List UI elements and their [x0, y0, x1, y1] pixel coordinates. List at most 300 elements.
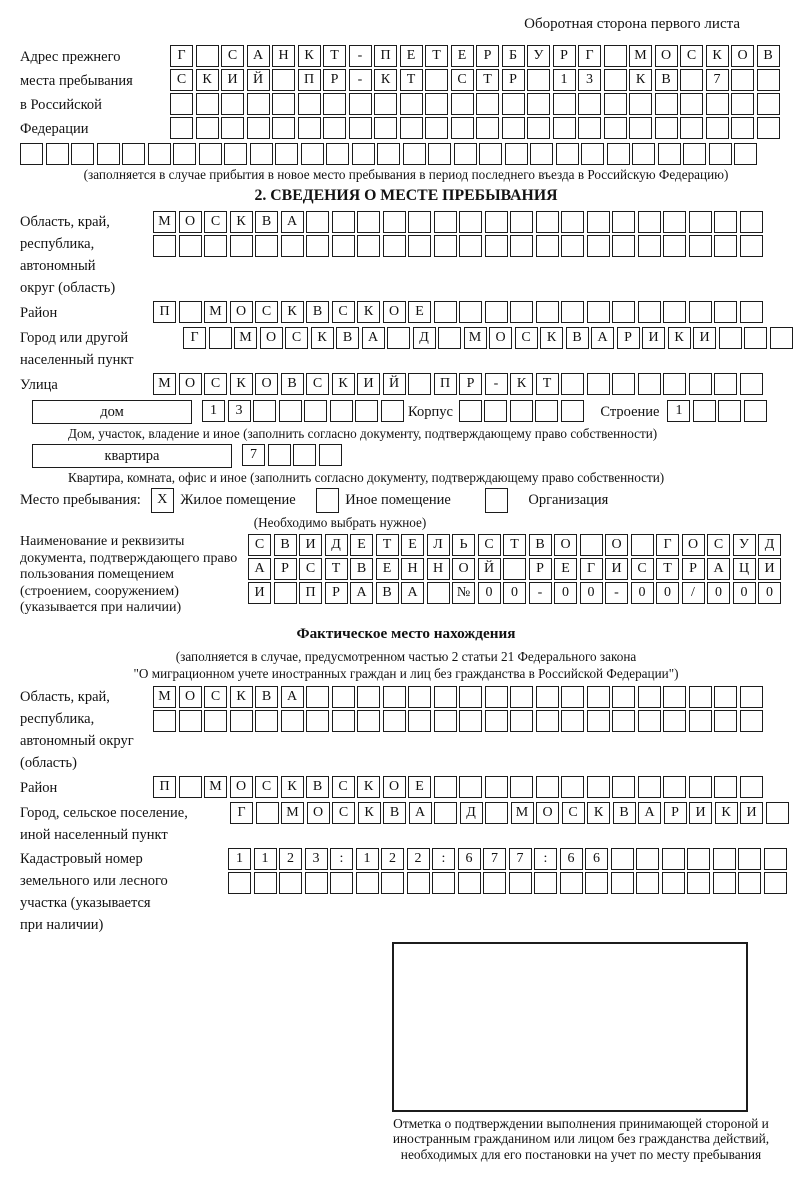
cadastral-row-2	[228, 872, 789, 894]
char-box	[536, 235, 559, 257]
char-box	[434, 710, 457, 732]
cadastral-label-line: участка (указывается	[20, 894, 151, 911]
char-box	[611, 872, 634, 894]
char-box: Н	[427, 558, 450, 580]
char-box	[556, 143, 579, 165]
char-box: Г	[230, 802, 253, 824]
char-box	[510, 710, 533, 732]
char-box: П	[298, 69, 321, 91]
char-box	[611, 848, 634, 870]
char-box	[636, 848, 659, 870]
char-box: -	[349, 69, 372, 91]
char-box	[738, 848, 761, 870]
region-rows	[153, 211, 765, 259]
char-box: 0	[478, 582, 501, 604]
char-box	[326, 143, 349, 165]
house-block	[20, 400, 792, 424]
char-box	[247, 93, 270, 115]
stay-place-label: Место пребывания:	[20, 492, 141, 508]
char-box	[387, 327, 410, 349]
char-box: К	[374, 69, 397, 91]
char-box: Т	[400, 69, 423, 91]
char-box	[374, 93, 397, 115]
char-box: О	[605, 534, 628, 556]
char-box	[349, 93, 372, 115]
char-box	[663, 301, 686, 323]
char-box: Г	[578, 45, 601, 67]
char-box	[451, 93, 474, 115]
option-organization-label: Организация	[528, 492, 609, 508]
char-box: Р	[325, 582, 348, 604]
char-box: М	[629, 45, 652, 67]
char-box: Й	[478, 558, 501, 580]
char-box: И	[740, 802, 763, 824]
char-box	[400, 117, 423, 139]
char-box: С	[204, 686, 227, 708]
char-box	[587, 301, 610, 323]
cadastral-rows	[228, 848, 789, 896]
char-box	[170, 117, 193, 139]
char-box	[485, 710, 508, 732]
char-box: Г	[656, 534, 679, 556]
document-label: Наименование и реквизиты документа, подтверждающего право пользования помещением (строением, сооружением) (указывается при наличии)	[20, 534, 238, 615]
char-box: Н	[272, 45, 295, 67]
char-box	[680, 117, 703, 139]
char-box: Р	[553, 45, 576, 67]
char-box	[731, 117, 754, 139]
char-box: С	[255, 776, 278, 798]
char-box: К	[587, 802, 610, 824]
char-box	[306, 235, 329, 257]
char-box: 7	[483, 848, 506, 870]
char-box	[330, 400, 353, 422]
char-box	[330, 872, 353, 894]
apartment-row	[242, 444, 344, 466]
char-box	[604, 69, 627, 91]
char-box	[434, 776, 457, 798]
char-box: Т	[476, 69, 499, 91]
char-box: А	[281, 686, 304, 708]
document-rows	[248, 534, 784, 606]
char-box: С	[248, 534, 271, 556]
char-box	[638, 710, 661, 732]
section2-title: 2. СВЕДЕНИЯ О МЕСТЕ ПРЕБЫВАНИЯ	[254, 187, 558, 204]
char-box	[230, 235, 253, 257]
char-box	[734, 143, 757, 165]
cadastral-block	[20, 848, 792, 936]
char-box	[663, 373, 686, 395]
char-box	[629, 117, 652, 139]
char-box	[655, 93, 678, 115]
char-box: :	[330, 848, 353, 870]
char-box	[179, 235, 202, 257]
char-box: В	[350, 558, 373, 580]
char-box	[196, 117, 219, 139]
actual-district-block	[20, 776, 792, 800]
char-box: -	[529, 582, 552, 604]
char-box: А	[401, 582, 424, 604]
char-box	[689, 211, 712, 233]
cadastral-label-line: Кадастровый номер	[20, 850, 143, 867]
char-box: О	[682, 534, 705, 556]
char-box: В	[383, 802, 406, 824]
char-box: К	[281, 776, 304, 798]
region-row-2	[153, 235, 765, 257]
char-box	[332, 235, 355, 257]
char-box: М	[281, 802, 304, 824]
char-box: С	[285, 327, 308, 349]
char-box: М	[204, 776, 227, 798]
char-box	[408, 686, 431, 708]
char-box: В	[757, 45, 780, 67]
char-box: Е	[401, 534, 424, 556]
district-row	[153, 301, 765, 323]
char-box: Д	[325, 534, 348, 556]
char-box	[434, 301, 457, 323]
char-box	[485, 235, 508, 257]
char-box: В	[255, 686, 278, 708]
char-box	[357, 211, 380, 233]
char-box: С	[515, 327, 538, 349]
char-box: М	[464, 327, 487, 349]
char-box: Е	[408, 776, 431, 798]
char-box	[425, 117, 448, 139]
char-box	[689, 235, 712, 257]
char-box: Т	[325, 558, 348, 580]
char-box	[432, 872, 455, 894]
korpus-row	[459, 400, 587, 422]
char-box	[357, 686, 380, 708]
char-box	[764, 848, 787, 870]
char-box: С	[332, 776, 355, 798]
char-box	[604, 93, 627, 115]
char-box	[306, 710, 329, 732]
char-box	[510, 211, 533, 233]
document-row-3	[248, 582, 784, 604]
char-box	[434, 211, 457, 233]
char-box	[319, 444, 342, 466]
char-box: -	[349, 45, 372, 67]
char-box: В	[255, 211, 278, 233]
char-box	[454, 143, 477, 165]
char-box	[458, 872, 481, 894]
char-box	[272, 93, 295, 115]
char-box	[427, 582, 450, 604]
char-box	[680, 69, 703, 91]
char-box	[693, 400, 716, 422]
char-box: 0	[580, 582, 603, 604]
char-box: А	[362, 327, 385, 349]
char-box	[612, 776, 635, 798]
apartment-note: Квартира, комната, офис и иное (заполнить согласно документу, подтверждающему право собственности)	[68, 470, 665, 485]
prev-address-rows	[170, 45, 782, 141]
char-box	[485, 686, 508, 708]
char-box: П	[434, 373, 457, 395]
prev-address-row-full	[20, 143, 792, 165]
stroenie-label: Строение	[600, 404, 660, 420]
char-box	[680, 93, 703, 115]
char-box: В	[566, 327, 589, 349]
char-box	[663, 235, 686, 257]
region-label-line: Область, край,	[20, 214, 110, 230]
char-box	[638, 301, 661, 323]
char-box	[740, 710, 763, 732]
char-box: У	[733, 534, 756, 556]
street-row	[153, 373, 765, 395]
char-box	[298, 93, 321, 115]
char-box	[553, 93, 576, 115]
char-box	[612, 686, 635, 708]
char-box	[253, 400, 276, 422]
actual-region-rows	[153, 686, 765, 734]
char-box	[744, 400, 767, 422]
char-box: П	[374, 45, 397, 67]
region-label	[20, 211, 153, 299]
prev-address-row-4	[170, 117, 782, 139]
option-other-premises-label: Иное помещение	[345, 492, 451, 508]
char-box: Р	[682, 558, 705, 580]
char-box	[612, 710, 635, 732]
char-box	[505, 143, 528, 165]
char-box: О	[536, 802, 559, 824]
char-box: О	[179, 686, 202, 708]
char-box	[484, 400, 507, 422]
actual-city-block	[20, 802, 792, 846]
char-box: А	[591, 327, 614, 349]
district-label	[20, 301, 153, 325]
char-box	[553, 117, 576, 139]
street-block	[20, 373, 792, 397]
char-box	[279, 400, 302, 422]
char-box	[587, 776, 610, 798]
house-number-row	[202, 400, 406, 422]
char-box	[356, 872, 379, 894]
char-box	[587, 710, 610, 732]
actual-region-label-line: автономный округ	[20, 732, 134, 749]
char-box	[485, 776, 508, 798]
char-box	[170, 93, 193, 115]
char-box: 1	[356, 848, 379, 870]
char-box	[476, 93, 499, 115]
char-box: 6	[560, 848, 583, 870]
checkbox-residential: X	[151, 488, 174, 513]
document-block	[20, 534, 792, 617]
char-box	[604, 117, 627, 139]
char-box	[689, 301, 712, 323]
char-box	[638, 373, 661, 395]
char-box: В	[306, 301, 329, 323]
char-box: 0	[503, 582, 526, 604]
char-box	[740, 235, 763, 257]
char-box: А	[248, 558, 271, 580]
actual-region-label-line: (область)	[20, 754, 77, 771]
char-box: С	[306, 373, 329, 395]
char-box	[323, 93, 346, 115]
char-box	[255, 710, 278, 732]
char-box: С	[631, 558, 654, 580]
char-box	[687, 848, 710, 870]
char-box: В	[281, 373, 304, 395]
char-box	[408, 235, 431, 257]
char-box	[332, 710, 355, 732]
char-box	[578, 117, 601, 139]
char-box: И	[689, 802, 712, 824]
char-box	[770, 327, 793, 349]
char-box	[527, 93, 550, 115]
char-box	[403, 143, 426, 165]
char-box: Д	[413, 327, 436, 349]
char-box	[714, 686, 737, 708]
char-box	[459, 211, 482, 233]
char-box	[607, 143, 630, 165]
char-box	[510, 686, 533, 708]
char-box	[561, 373, 584, 395]
char-box	[612, 235, 635, 257]
char-box	[561, 400, 584, 422]
char-box	[306, 211, 329, 233]
char-box	[585, 872, 608, 894]
char-box: О	[255, 373, 278, 395]
char-box	[663, 211, 686, 233]
char-box: Г	[170, 45, 193, 67]
district-block	[20, 301, 792, 325]
char-box: -	[605, 582, 628, 604]
char-box: К	[629, 69, 652, 91]
char-box: Ц	[733, 558, 756, 580]
korpus-label: Корпус	[408, 404, 453, 420]
char-box	[757, 117, 780, 139]
char-box	[587, 211, 610, 233]
char-box	[425, 69, 448, 91]
char-box	[718, 400, 741, 422]
char-box	[293, 444, 316, 466]
char-box: 6	[458, 848, 481, 870]
stay-place-block	[20, 488, 792, 513]
char-box: Т	[536, 373, 559, 395]
char-box: О	[383, 776, 406, 798]
char-box: А	[409, 802, 432, 824]
char-box	[604, 45, 627, 67]
char-box	[560, 872, 583, 894]
char-box	[408, 373, 431, 395]
actual-location-title: Фактическое место нахождения	[296, 624, 516, 642]
registration-stamp-box	[392, 942, 748, 1112]
document-row-2	[248, 558, 784, 580]
char-box	[764, 872, 787, 894]
char-box: 1	[553, 69, 576, 91]
stay-place-note: (Необходимо выбрать нужное)	[253, 515, 427, 530]
char-box: Т	[425, 45, 448, 67]
char-box	[408, 710, 431, 732]
char-box: В	[306, 776, 329, 798]
char-box	[459, 400, 482, 422]
char-box: К	[281, 301, 304, 323]
char-box: И	[357, 373, 380, 395]
char-box: О	[230, 301, 253, 323]
char-box	[485, 211, 508, 233]
char-box	[536, 776, 559, 798]
char-box: К	[540, 327, 563, 349]
char-box: Е	[400, 45, 423, 67]
char-box	[714, 211, 737, 233]
actual-city-label-line: иной населенный пункт	[20, 826, 168, 843]
char-box	[663, 686, 686, 708]
char-box	[374, 117, 397, 139]
district-label-text: Район	[20, 305, 58, 321]
char-box	[587, 686, 610, 708]
char-box	[561, 710, 584, 732]
char-box	[731, 93, 754, 115]
char-box: Е	[554, 558, 577, 580]
prev-address-label-line: Адрес прежнего	[20, 49, 121, 65]
char-box: А	[707, 558, 730, 580]
char-box	[731, 69, 754, 91]
char-box: М	[153, 373, 176, 395]
region-block	[20, 211, 792, 299]
char-box: В	[274, 534, 297, 556]
char-box	[536, 710, 559, 732]
char-box: Й	[383, 373, 406, 395]
apartment-label-rect	[32, 444, 232, 468]
char-box	[740, 776, 763, 798]
char-box: О	[307, 802, 330, 824]
char-box: И	[248, 582, 271, 604]
char-box	[451, 117, 474, 139]
char-box	[714, 776, 737, 798]
char-box	[527, 117, 550, 139]
char-box: Р	[502, 69, 525, 91]
char-box	[268, 444, 291, 466]
char-box	[714, 301, 737, 323]
char-box	[483, 872, 506, 894]
char-box	[381, 872, 404, 894]
char-box	[612, 373, 635, 395]
char-box	[148, 143, 171, 165]
char-box	[306, 686, 329, 708]
char-box	[689, 776, 712, 798]
char-box	[509, 872, 532, 894]
char-box: 3	[305, 848, 328, 870]
char-box	[536, 301, 559, 323]
prev-address-row-2	[170, 69, 782, 91]
prev-address-label	[20, 45, 170, 141]
char-box: И	[299, 534, 322, 556]
char-box: О	[452, 558, 475, 580]
char-box: С	[204, 211, 227, 233]
char-box	[714, 373, 737, 395]
actual-city-row	[230, 802, 791, 824]
char-box: К	[230, 686, 253, 708]
char-box	[631, 534, 654, 556]
char-box	[612, 211, 635, 233]
char-box	[272, 69, 295, 91]
char-box: И	[693, 327, 716, 349]
char-box	[510, 235, 533, 257]
char-box	[740, 686, 763, 708]
char-box: 3	[578, 69, 601, 91]
cadastral-label	[20, 848, 228, 936]
char-box	[502, 117, 525, 139]
char-box: К	[357, 301, 380, 323]
char-box	[655, 117, 678, 139]
char-box: 7	[242, 444, 265, 466]
char-box: 2	[279, 848, 302, 870]
char-box	[662, 872, 685, 894]
document-row-1	[248, 534, 784, 556]
char-box: В	[655, 69, 678, 91]
char-box: Е	[376, 558, 399, 580]
char-box	[638, 776, 661, 798]
